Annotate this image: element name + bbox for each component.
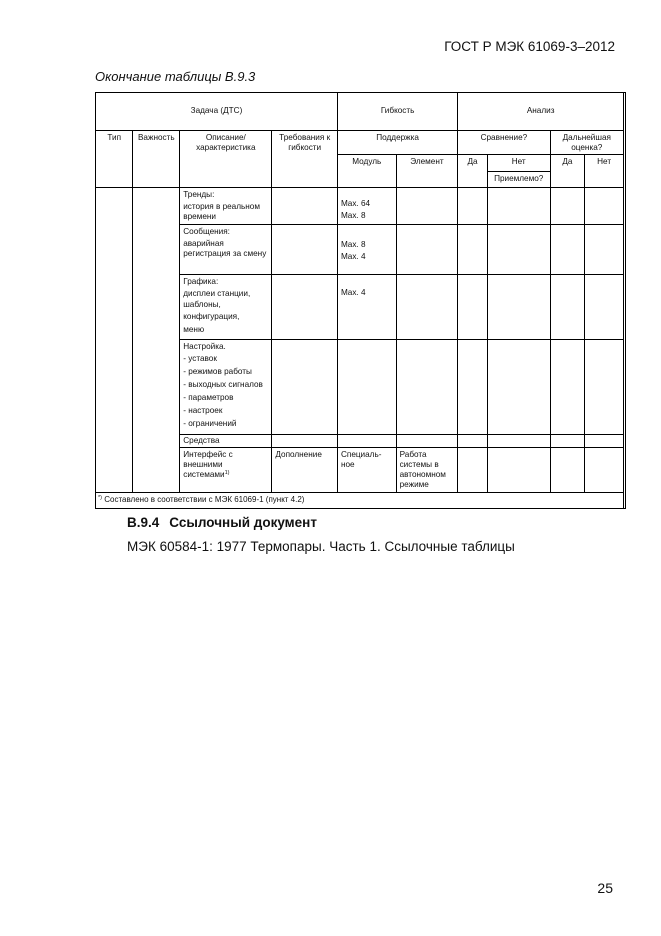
header-evaluation-yes: Да xyxy=(550,154,585,187)
evaluation-yes-cell xyxy=(550,224,585,274)
comparison-no-cell xyxy=(487,434,550,447)
section-title: Ссылочный документ xyxy=(169,515,317,530)
header-support: Поддержка xyxy=(337,131,457,155)
header-comparison: Сравнение? xyxy=(458,131,550,155)
evaluation-yes-cell xyxy=(550,339,585,434)
header-acceptable: Приемлемо? xyxy=(487,171,550,187)
element-cell xyxy=(396,339,458,434)
evaluation-yes-cell xyxy=(550,274,585,339)
element-cell xyxy=(396,224,458,274)
table-caption: Окончание таблицы В.9.3 xyxy=(95,69,256,84)
header-further-evaluation: Дальнейшая оценка? xyxy=(550,131,623,155)
comparison-yes-cell xyxy=(458,224,488,274)
flex-cell xyxy=(272,434,338,447)
module-cell xyxy=(337,434,396,447)
evaluation-no-cell xyxy=(585,187,624,224)
flex-cell: Дополнение xyxy=(272,447,338,492)
evaluation-yes-cell xyxy=(550,187,585,224)
module-cell xyxy=(337,339,396,434)
flex-cell xyxy=(272,274,338,339)
header-module: Модуль xyxy=(337,154,396,187)
header-task: Задача (ДТС) xyxy=(96,93,338,131)
description-cell: Тренды: история в реальном времени xyxy=(180,187,272,224)
comparison-no-cell xyxy=(487,447,550,492)
reference-document: МЭК 60584-1: 1977 Термопары. Часть 1. Ссылочные таблицы xyxy=(127,539,515,554)
description-cell: Интерфейс с внешними системами$^{1)}$ xyxy=(180,447,272,492)
flexibility-analysis-table xyxy=(95,92,626,509)
header-element: Элемент xyxy=(396,154,458,187)
flex-cell xyxy=(272,224,338,274)
comparison-no-cell xyxy=(487,274,550,339)
type-cell xyxy=(96,187,133,492)
comparison-no-cell xyxy=(487,224,550,274)
header-analysis: Анализ xyxy=(458,93,624,131)
section-number: В.9.4 xyxy=(127,515,160,530)
module-cell: Max. 64 Max. 8 xyxy=(337,187,396,224)
standard-number: ГОСТ Р МЭК 61069-3–2012 xyxy=(444,39,615,54)
header-description: Описание/ характеристика xyxy=(180,131,272,188)
module-cell: Max. 8 Max. 4 xyxy=(337,224,396,274)
header-comparison-yes: Да xyxy=(458,154,488,187)
evaluation-no-cell xyxy=(585,339,624,434)
comparison-yes-cell xyxy=(458,339,488,434)
header-flexibility: Гибкость xyxy=(337,93,457,131)
element-cell xyxy=(396,187,458,224)
flex-cell xyxy=(272,339,338,434)
header-flex-requirements: Требования к гибкости xyxy=(272,131,338,188)
importance-cell xyxy=(133,187,180,492)
element-cell xyxy=(396,274,458,339)
comparison-no-cell xyxy=(487,187,550,224)
description-cell: Средства xyxy=(180,434,272,447)
element-cell: Работа системы в автономном режиме xyxy=(396,447,458,492)
element-cell xyxy=(396,434,458,447)
header-comparison-no: Нет xyxy=(487,154,550,171)
page-number: 25 xyxy=(597,880,613,896)
comparison-yes-cell xyxy=(458,274,488,339)
description-cell: Графика: дисплеи станции, шаблоны, конфигурация, меню xyxy=(180,274,272,339)
evaluation-no-cell xyxy=(585,224,624,274)
table-footnote: *) Составлено в соответствии с МЭК 61069-1 (пункт 4.2) xyxy=(96,492,624,509)
comparison-yes-cell xyxy=(458,434,488,447)
comparison-yes-cell xyxy=(458,187,488,224)
header-type: Тип xyxy=(96,131,133,188)
description-cell: Настройка. - уставок - режимов работы - выходных сигналов - параметров - настроек - ограничений xyxy=(180,339,272,434)
evaluation-no-cell xyxy=(585,434,624,447)
table-grid xyxy=(95,92,624,509)
module-cell: Max. 4 xyxy=(337,274,396,339)
header-importance: Важность xyxy=(133,131,180,188)
flex-cell xyxy=(272,187,338,224)
evaluation-no-cell xyxy=(585,274,624,339)
module-cell: Специаль-ное xyxy=(337,447,396,492)
evaluation-no-cell xyxy=(585,447,624,492)
evaluation-yes-cell xyxy=(550,447,585,492)
comparison-yes-cell xyxy=(458,447,488,492)
description-cell: Сообщения: аварийная регистрация за смену xyxy=(180,224,272,274)
header-evaluation-no: Нет xyxy=(585,154,624,187)
section-heading xyxy=(127,515,317,530)
comparison-no-cell xyxy=(487,339,550,434)
table-row xyxy=(96,187,624,224)
evaluation-yes-cell xyxy=(550,434,585,447)
